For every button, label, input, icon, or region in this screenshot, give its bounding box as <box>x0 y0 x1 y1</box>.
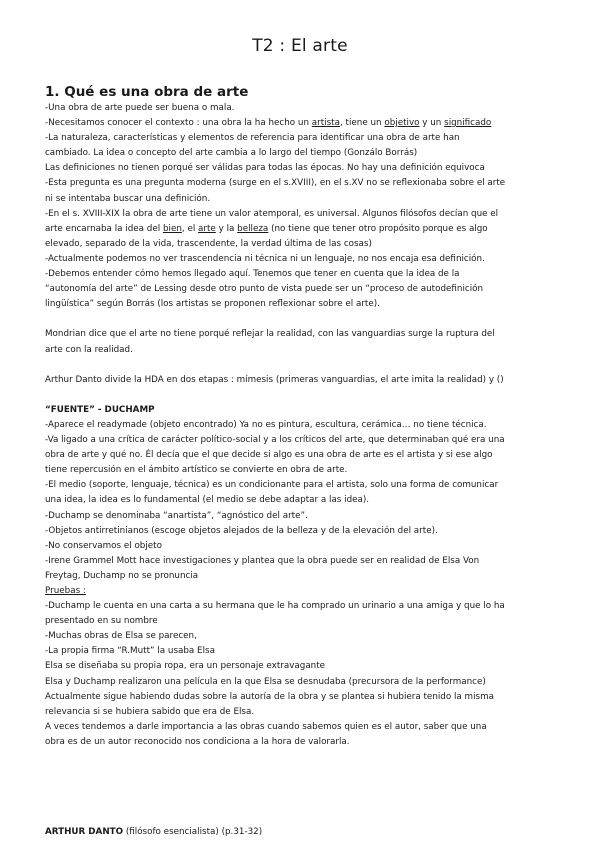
spacer <box>45 312 565 327</box>
text-line: A veces tendemos a darle importancia a las obras cuando sabemos quien es el autor, saber que una <box>45 721 487 732</box>
text-run: , tiene un <box>339 118 385 129</box>
text-run: -Necesitamos conocer el contexto : una obra la ha hecho un <box>45 118 312 129</box>
section-heading-obra-de-arte: 1. Qué es una obra de arte <box>45 84 249 100</box>
text-line: Elsa se diseñaba su propia ropa, era un personaje extravagante <box>45 661 326 672</box>
text-line: arte con la realidad. <box>45 344 133 355</box>
text-line: Elsa y Duchamp realizaron una película en la que Elsa se desnudaba (precursora de la performance) <box>45 676 486 687</box>
underlined-term-artista: artista <box>311 118 340 129</box>
spacer <box>45 388 565 403</box>
underlined-term-bien: bien <box>162 223 182 234</box>
text-line: -Esta pregunta es una pregunta moderna (surge en el s.XVIII), en el s.XV no se reflexionaba sobre el arte <box>45 178 506 189</box>
underlined-term-arte: arte <box>198 223 216 234</box>
text-line: cambiado. La idea o concepto del arte cambia a lo largo del tiempo (Gonzálo Borrás) <box>45 148 418 159</box>
text-line: -Aparece el readymade (objeto encontrado) Ya no es pintura, escultura, cerámica… no tiene técnica. <box>45 419 487 430</box>
text-line: “autonomía del arte” de Lessing desde otro punto de vista puede ser un “proceso de autodefinición <box>45 284 484 295</box>
text-line: -Duchamp se denominaba “anartista”, “agnóstico del arte”. <box>45 510 308 521</box>
text-line <box>45 116 565 131</box>
pruebas-label: Pruebas : <box>45 586 86 596</box>
text-line: -Va ligado a una crítica de carácter político-social y a los críticos del arte, que determinaban qué era una <box>45 435 505 446</box>
text-run: arte encarnaba la idea del <box>45 223 163 234</box>
text-line: -Muchas obras de Elsa se parecen, <box>45 631 197 642</box>
text-line: una idea, la idea es lo fundamental (el medio se debe adaptar a las idea). <box>45 495 370 506</box>
text-run: y la <box>215 223 238 234</box>
text-line: obra es de un autor reconocido nos condiciona a la hora de valorarla. <box>45 736 350 747</box>
text-line: -Objetos antirretinianos (escoge objetos alejados de la belleza y de la elevación del arte). <box>45 525 438 536</box>
text-line: Mondrian dice que el arte no tiene porqué reflejar la realidad, con las vanguardias surge la ruptura del <box>45 329 495 340</box>
footer-bold-name: ARTHUR DANTO <box>45 827 124 837</box>
text-run: , el <box>181 223 199 234</box>
underlined-term-objetivo: objetivo <box>384 118 420 129</box>
page-title: T2 : El arte <box>252 36 348 56</box>
footer-heading-arthur-danto <box>45 826 262 839</box>
text-line: -El medio (soporte, lenguaje, técnica) es un condicionante para el artista, solo una forma de comunicar <box>45 480 499 491</box>
text-line: obra de arte y qué no. Él decía que el que decide si algo es una obra de arte es el artista y si ese algo <box>45 450 493 461</box>
text-run: (no tiene que tener otro propósito porque es algo <box>268 223 488 234</box>
spacer <box>45 358 565 373</box>
text-line: Arthur Danto divide la HDA en dos etapas : mímesis (primeras vanguardias, el arte imita la realidad) y () <box>45 374 504 385</box>
underlined-term-belleza: belleza <box>237 223 269 234</box>
text-line: Freytag, Duchamp no se pronuncia <box>45 570 199 581</box>
text-line: -No conservamos el objeto <box>45 540 162 551</box>
text-line: -Una obra de arte puede ser buena o mala. <box>45 103 235 113</box>
text-line: presentado en su nombre <box>45 616 158 627</box>
subsection-heading-fuente: “FUENTE” - DUCHAMP <box>45 404 155 415</box>
text-line: lingüística” según Borrás (los artistas se proponen reflexionar sobre el arte). <box>45 299 380 310</box>
text-line: -Debemos entender cómo hemos llegado aquí. Tenemos que tener en cuenta que la idea de la <box>45 269 460 280</box>
text-line: -Irene Grammel Mott hace investigaciones y plantea que la obra puede ser en realidad de Elsa Von <box>45 555 480 566</box>
text-line: -Duchamp le cuenta en una carta a su hermana que le ha comprado un urinario a una amiga y que lo ha <box>45 601 505 612</box>
text-line: -Actualmente podemos no ver trascendencia ni técnica ni un lenguaje, no nos encaja esa definición. <box>45 253 485 264</box>
text-line: Actualmente sigue habiendo dudas sobre la autoría de la obra y se plantea si hubiera tenido la misma <box>45 691 494 702</box>
text-run: y un <box>419 118 445 129</box>
document-body <box>45 101 565 750</box>
text-line: Las definiciones no tienen porqué ser válidas para todas las épocas. No hay una definición equivoca <box>45 163 485 174</box>
underlined-term-significado: significado <box>444 118 492 129</box>
text-line: -En el s. XVIII-XIX la obra de arte tiene un valor atemporal, es universal. Algunos filósofos decían que el <box>45 208 499 219</box>
text-line <box>45 222 565 237</box>
footer-rest: (filósofo esencialista) (p.31-32) <box>123 827 263 837</box>
text-line: -La naturaleza, características y elementos de referencia para identificar una obra de arte han <box>45 133 460 144</box>
text-line: -La propia firma “R.Mutt” la usaba Elsa <box>45 646 215 657</box>
text-line: tiene repercusión en el ámbito artístico se convierte en obra de arte. <box>45 465 348 476</box>
text-line: ni se intentaba buscar una definición. <box>45 193 211 204</box>
text-line: relevancia si se hubiera sabido que era de Elsa. <box>45 706 255 717</box>
text-line: elevado, separado de la vida, trascendente, la verdad última de las cosas) <box>45 238 372 249</box>
